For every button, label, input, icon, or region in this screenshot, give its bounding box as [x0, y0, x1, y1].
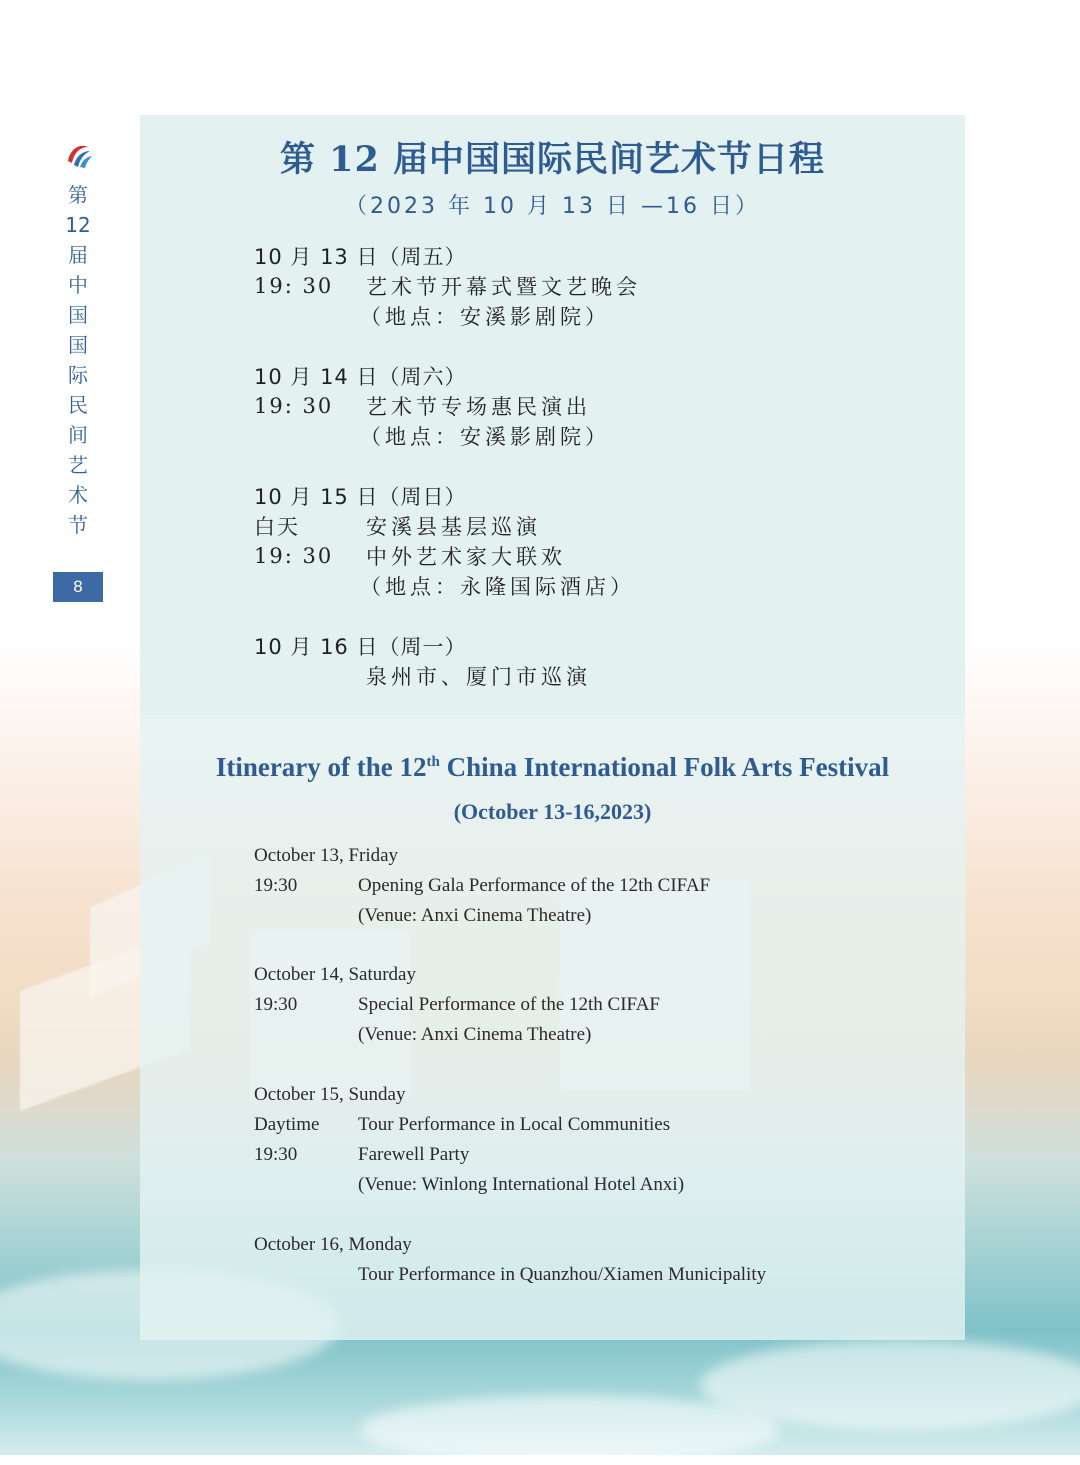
en-day-date: October 14, Saturday — [254, 964, 416, 985]
vertical-title-char: 艺 — [68, 453, 88, 477]
vertical-title-char: 12 — [65, 213, 91, 237]
cn-venue: （地点：安溪影剧院） — [360, 305, 610, 329]
vertical-title-char: 中 — [68, 273, 88, 297]
cn-event: 安溪县基层巡演 — [366, 515, 541, 539]
en-day-block — [254, 841, 874, 931]
en-time: Daytime — [254, 1114, 320, 1135]
en-day-date: October 13, Friday — [254, 845, 399, 866]
festival-logo-icon — [62, 139, 94, 171]
en-event: Farewell Party — [358, 1144, 470, 1165]
page-number-badge: 8 — [53, 572, 103, 602]
cn-time: 19: 30 — [254, 274, 334, 298]
vertical-title-char: 节 — [68, 513, 88, 537]
en-time: 19:30 — [254, 1144, 298, 1165]
en-date-range: (October 13-16,2023) — [453, 799, 652, 824]
en-day-date: October 16, Monday — [254, 1234, 412, 1255]
cn-time: 19: 30 — [254, 544, 334, 568]
cn-day-block — [254, 481, 754, 601]
cn-day-date: 10 月 16 日（周一） — [254, 635, 467, 659]
en-venue: (Venue: Winlong International Hotel Anxi) — [358, 1174, 685, 1195]
en-time: 19:30 — [254, 994, 298, 1015]
cn-event: 泉州市、厦门市巡演 — [366, 665, 591, 689]
cn-day-block — [254, 241, 754, 331]
cn-time: 白天 — [254, 515, 300, 539]
vertical-festival-title — [60, 180, 96, 540]
en-day-block — [254, 960, 874, 1050]
en-day-block — [254, 1080, 874, 1200]
cn-time: 19: 30 — [254, 394, 334, 418]
en-event: Tour Performance in Local Communities — [358, 1114, 671, 1135]
cn-venue: （地点：安溪影剧院） — [360, 425, 610, 449]
cn-page-title: 第 12 届中国国际民间艺术节日程 — [279, 139, 826, 180]
en-event: Special Performance of the 12th CIFAF — [358, 994, 660, 1015]
en-venue: (Venue: Anxi Cinema Theatre) — [358, 905, 592, 926]
en-page-title: Itinerary of the 12th China International Folk Arts Festival — [215, 752, 890, 782]
vertical-title-char: 第 — [68, 183, 88, 207]
cn-day-date: 10 月 13 日（周五） — [254, 245, 467, 269]
cn-event: 艺术节开幕式暨文艺晚会 — [366, 275, 641, 299]
vertical-title-char: 届 — [68, 243, 88, 267]
en-day-date: October 15, Sunday — [254, 1084, 406, 1105]
cn-day-block — [254, 631, 754, 691]
cn-day-date: 10 月 15 日（周日） — [254, 485, 467, 509]
en-time: 19:30 — [254, 875, 298, 896]
cn-event: 中外艺术家大联欢 — [366, 545, 566, 569]
cn-venue: （地点：永隆国际酒店） — [360, 575, 635, 599]
vertical-title-char: 间 — [68, 423, 88, 447]
cn-date-range: （2023 年 10 月 13 日 —16 日） — [345, 194, 760, 219]
cn-event: 艺术节专场惠民演出 — [366, 395, 591, 419]
en-venue: (Venue: Anxi Cinema Theatre) — [358, 1024, 592, 1045]
en-event: Tour Performance in Quanzhou/Xiamen Municipality — [358, 1264, 767, 1285]
en-event: Opening Gala Performance of the 12th CIFAF — [358, 875, 711, 896]
cn-day-block — [254, 361, 754, 451]
vertical-title-char: 民 — [68, 393, 88, 417]
vertical-title-char: 国 — [68, 303, 88, 327]
cn-day-date: 10 月 14 日（周六） — [254, 365, 467, 389]
vertical-title-char: 术 — [68, 483, 88, 507]
en-day-block — [254, 1230, 874, 1290]
vertical-title-char: 际 — [68, 363, 88, 387]
vertical-title-char: 国 — [68, 333, 88, 357]
